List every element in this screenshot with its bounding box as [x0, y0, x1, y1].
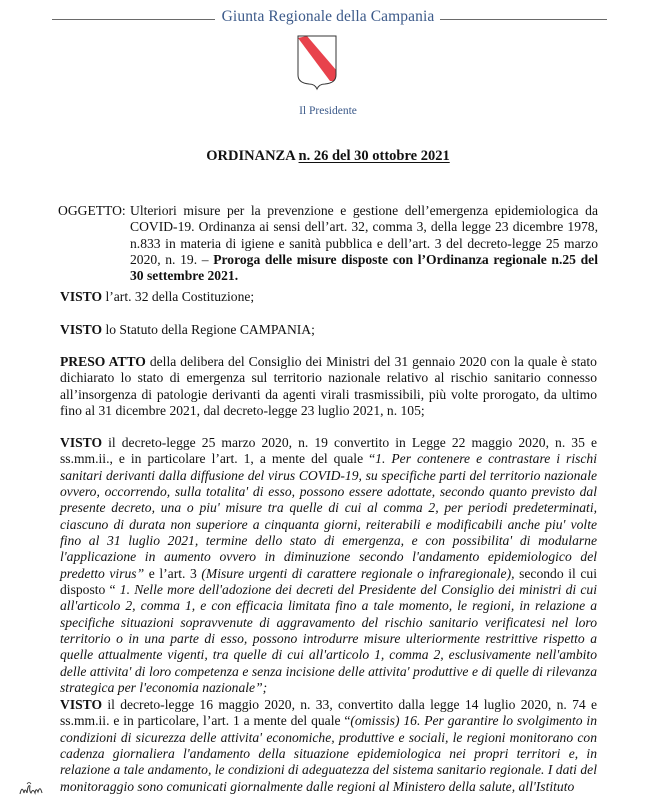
ordinance-label: ORDINANZA: [206, 148, 295, 164]
paragraph-lead: VISTO: [60, 289, 103, 304]
paragraph-visto-costituzione: [60, 289, 597, 305]
organization-name: Giunta Regionale della Campania: [221, 8, 435, 25]
subject-body: Ulteriori misure per la prevenzione e gestione dell’emergenza epidemiologica da COVID-19. Ordinanza ai sensi dell’art. 32, comma 3, della legge 23 dicembre 1978, n.833 in materia di igiene e sanità pubblica e dell’art. 3 del decreto-legge 25 marzo 2020, n. 19. –: [130, 203, 598, 268]
letterhead-rule-right: [440, 19, 607, 20]
subject-section: [58, 203, 598, 285]
paragraph-text: il decreto-legge 16 maggio 2020, n. 33, convertito dalla legge 14 luglio 2020, n. 74 e ss.mm.ii. e in particolare, l’art. 1 a mente del quale “: [60, 697, 597, 729]
paragraph-lead: PRESO ATTO: [60, 354, 146, 369]
office-title: Il Presidente: [299, 105, 357, 117]
paragraph-lead: VISTO: [60, 697, 103, 712]
letterhead: [0, 7, 656, 31]
paragraph-preso-atto: [60, 354, 597, 419]
paragraph-visto-dl33: [60, 697, 597, 795]
paragraph-visto-statuto: [60, 322, 597, 338]
subject-bold: Proroga delle misure disposte con l’Ordinanza regionale n.25 del 30 settembre 2021.: [130, 252, 598, 284]
paragraph-text: l’art. 32 della Costituzione;: [102, 289, 255, 304]
campania-coat-of-arms-icon: [297, 35, 337, 93]
paragraph-lead: VISTO: [60, 322, 103, 337]
paragraph-text: il decreto-legge 25 marzo 2020, n. 19 convertito in Legge 22 maggio 2020, n. 35 e ss.mm.ii., e in particolare l’art. 1, a mente del quale “: [60, 435, 597, 467]
paragraph-text: lo Statuto della Regione CAMPANIA;: [102, 322, 315, 337]
ordinance-number-date: n. 26 del 30 ottobre 2021: [298, 148, 450, 164]
paragraph-text-3: secondo il cui disposto “: [60, 565, 597, 598]
handwritten-initials-icon: [18, 781, 44, 797]
quoted-article-3: 1. Nelle more dell'adozione dei decreti del Presidente del Consiglio dei ministri di cui all'articolo 2, comma 1, e con efficacia limitata fino a tale momento, le regioni, in relazione a specifiche situazioni sopravvenute di aggravamento del rischio sanitario verificatesi nel loro territorio o in una parte di esso, possono introdurre misure ulteriormente restrittive rispetto a quelle attualmente vigenti, tra quelle di cui all'articolo 1, comma 2, esclusivamente nell'ambito delle attivita' di loro competenza e senza incisione delle attivita' produttive e di quelle di rilevanza strategica per l'economia nazionale”;: [60, 582, 597, 696]
paragraph-lead: VISTO: [60, 435, 103, 450]
ordinance-title: [0, 148, 656, 165]
quoted-article-16: (omissis) 16. Per garantire lo svolgimento in condizioni di sicurezza delle attivita' economiche, produttive e sociali, le regioni monitorano con cadenza giornaliera l'andamento della situazione epidemiologica nei propri territori e, in relazione a tale andamento, le condizioni di adeguatezza del sistema sanitario regionale. I dati del monitoraggio sono comunicati giornalmente dalle regioni al Ministero della salute, all'Istituto: [60, 713, 597, 794]
quoted-article-1: 1. Per contenere e contrastare i rischi sanitari derivanti dalla diffusione del virus COVID-19, su specifiche parti del territorio nazionale ovvero, occorrendo, sulla totalita' di esso, possono essere adottate, secondo quanto previsto dal presente decreto, una o piu' misure tra quelle di cui al comma 2, per periodi predeterminati, ciascuno di durata non superiore a cinquanta giorni, reiterabili e modificabili anche piu' volte fino al 31 luglio 2021, termine dello stato di emergenza, e con possibilita' di modularne l'applicazione in aumento ovvero in diminuzione secondo l'andamento epidemiologico del predetto virus”: [60, 451, 598, 581]
subject-text: [130, 203, 598, 285]
subject-label: OGGETTO:: [58, 203, 126, 218]
paragraph-text-2: e l’art. 3: [144, 565, 202, 581]
paragraph-text: della delibera del Consiglio dei Ministri del 31 gennaio 2020 con la quale è stato dichiarato lo stato di emergenza sul territorio nazionale relativo al rischio sanitario connesso all’insorgenza di patologie derivanti da agenti virali trasmissibili, più volte prorogato, da ultimo fino al 31 dicembre 2021, dal decreto-legge 23 luglio 2021, n. 105;: [60, 354, 597, 419]
article-3-heading: (Misure urgenti di carattere regionale o infraregionale),: [201, 565, 515, 581]
paragraph-visto-dl19: [60, 435, 597, 697]
